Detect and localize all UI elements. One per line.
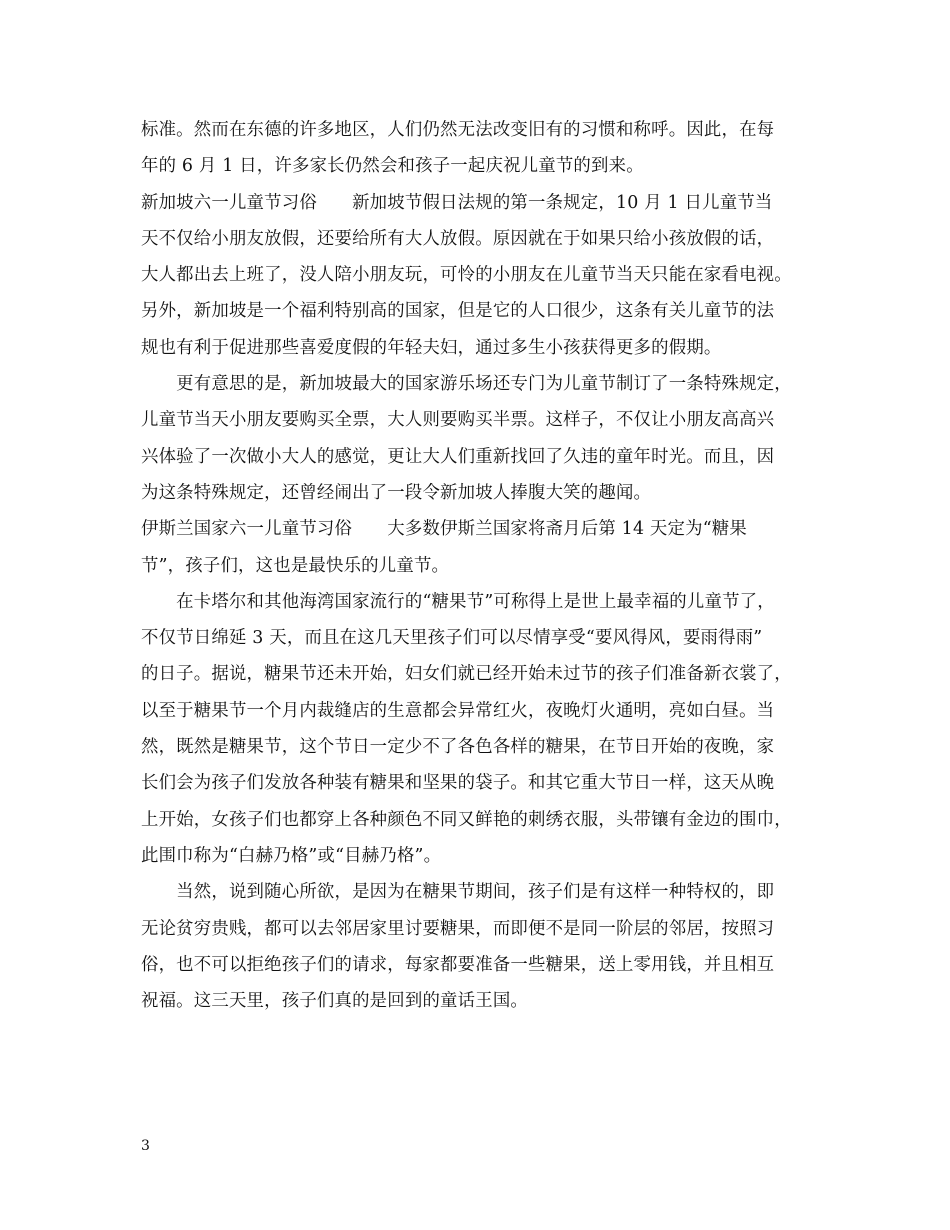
text-line: 大人都出去上班了，没人陪小朋友玩，可怜的小朋友在儿童节当天只能在家看电视。 [141,265,792,286]
text-line: 节”，孩子们，这也是最快乐的儿童节。 [141,555,450,576]
text-line: 无论贫穷贵贱，都可以去邻居家里讨要糖果，而即便不是同一阶层的邻居，按照习 [141,918,775,939]
text-line: 的日子。据说，糖果节还未开始，妇女们就已经开始未过节的孩子们准备新衣裳了， [141,664,792,685]
text-line: 长们会为孩子们发放各种装有糖果和坚果的袋子。和其它重大节日一样，这天从晚 [141,773,775,794]
text-line: 为这条特殊规定，还曾经闹出了一段令新加坡人捧腹大笑的趣闻。 [141,482,652,503]
text-line: 然，既然是糖果节，这个节日一定少不了各色各样的糖果，在节日开始的夜晚，家 [141,737,775,758]
text-line: 新加坡六一儿童节习俗 新加坡节假日法规的第一条规定，10 月 1 日儿童节当 [141,192,773,213]
text-line: 标准。然而在东德的许多地区，人们仍然无法改变旧有的习惯和称呼。因此，在每 [141,120,775,140]
text-line: 以至于糖果节一个月内裁缝店的生意都会异常红火，夜晚灯火通明，亮如白昼。当 [141,700,775,721]
text-line: 此围巾称为“白赫乃格”或“目赫乃格”。 [141,845,442,866]
text-line: 天不仅给小朋友放假，还要给所有大人放假。原因就在于如果只给小孩放假的话， [141,228,775,249]
page-number: 3 [141,1138,150,1154]
text-line: 伊斯兰国家六一儿童节习俗 大多数伊斯兰国家将斋月后第 14 天定为“糖果 [141,519,747,540]
text-line: 上开始，女孩子们也都穿上各种颜色不同又鲜艳的刺绣衣服，头带镶有金边的围巾， [141,809,792,830]
text-line: 在卡塔尔和其他海湾国家流行的“糖果节”可称得上是世上最幸福的儿童节了， [141,591,775,612]
text-line: 祝福。这三天里，孩子们真的是回到的童话王国。 [141,991,528,1012]
text-line: 俗，也不可以拒绝孩子们的请求，每家都要准备一些糖果，送上零用钱，并且相互 [141,954,775,975]
document-body [141,112,821,1019]
text-line: 兴体验了一次做小大人的感觉，更让大人们重新找回了久违的童年时光。而且，因 [141,446,775,467]
text-line: 另外，新加坡是一个福利特别高的国家，但是它的人口很少，这条有关儿童节的法 [141,301,775,322]
text-line: 年的 6 月 1 日，许多家长仍然会和孩子一起庆祝儿童节的到来。 [141,156,644,177]
text-line: 当然，说到随心所欲，是因为在糖果节期间，孩子们是有这样一种特权的，即 [141,882,775,903]
text-line: 儿童节当天小朋友要购买全票，大人则要购买半票。这样子，不仅让小朋友高高兴 [141,410,775,431]
text-line: 不仅节日绵延 3 天，而且在这几天里孩子们可以尽情享受“要风得风，要雨得雨” [141,628,763,649]
text-line: 更有意思的是，新加坡最大的国家游乐场还专门为儿童节制订了一条特殊规定， [141,374,792,395]
text-line: 规也有利于促进那些喜爱度假的年轻夫妇，通过多生小孩获得更多的假期。 [141,337,722,358]
